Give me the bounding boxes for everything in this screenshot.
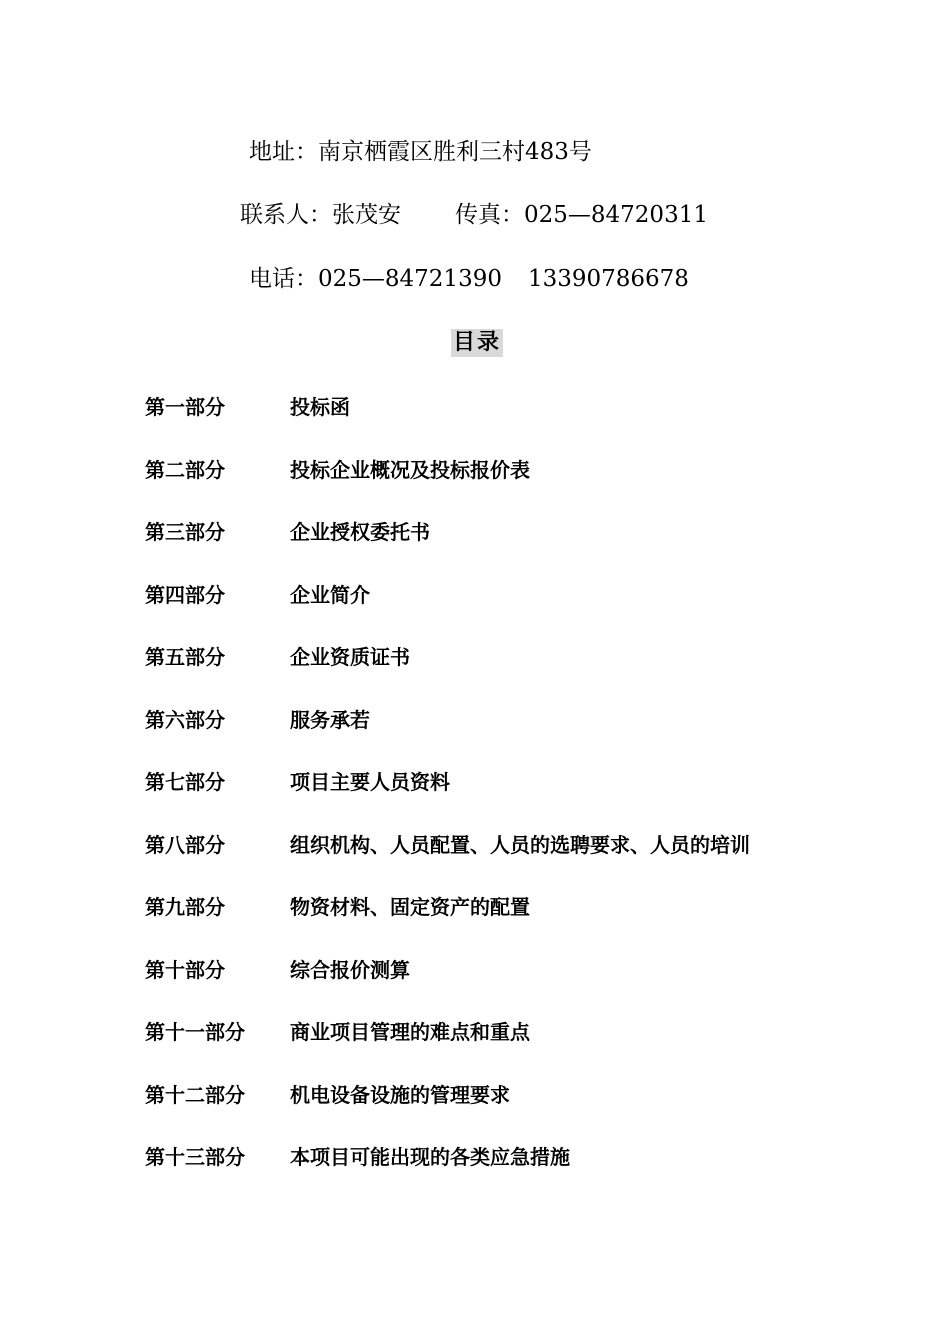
contact-person: 联系人：张茂安 <box>240 202 401 228</box>
toc-item <box>145 954 750 1017</box>
toc-item-title: 企业授权委托书 <box>290 520 430 544</box>
fax-number: 传真：025—84720311 <box>455 202 708 228</box>
toc-item <box>145 1016 750 1079</box>
toc-item <box>145 579 750 642</box>
toc-item <box>145 704 750 767</box>
toc-item <box>145 454 750 517</box>
toc-item-title: 项目主要人员资料 <box>290 770 450 794</box>
toc-item <box>145 766 750 829</box>
toc-item <box>145 829 750 892</box>
toc-item-title: 投标企业概况及投标报价表 <box>290 457 530 482</box>
toc-part-label: 第十二部分 <box>145 1082 245 1107</box>
toc-item-title: 物资材料、固定资产的配置 <box>290 895 530 919</box>
toc-part-label: 第六部分 <box>145 707 225 732</box>
mobile-number: 13390786678 <box>527 266 689 292</box>
toc-part-label: 第九部分 <box>145 895 225 919</box>
toc-item-title: 投标函 <box>290 395 350 419</box>
toc-item-title: 组织机构、人员配置、人员的选聘要求、人员的培训 <box>290 832 750 857</box>
toc-item <box>145 516 750 579</box>
toc-item-title: 机电设备设施的管理要求 <box>290 1082 510 1107</box>
toc-item-title: 本项目可能出现的各类应急措施 <box>290 1145 570 1169</box>
toc-item <box>145 1141 750 1204</box>
toc-item-title: 企业简介 <box>290 582 370 607</box>
toc-part-label: 第十一部分 <box>145 1020 245 1044</box>
toc-part-label: 第八部分 <box>145 832 225 857</box>
toc-part-label: 第一部分 <box>145 395 225 419</box>
toc-item <box>145 891 750 954</box>
toc-item <box>145 641 750 704</box>
contact-fax-line <box>240 200 708 230</box>
toc-item-title: 综合报价测算 <box>290 957 410 982</box>
toc-part-label: 第十部分 <box>145 957 225 982</box>
toc-item-title: 商业项目管理的难点和重点 <box>290 1020 530 1044</box>
phone-number: 电话：025—84721390 <box>249 266 502 292</box>
toc-part-label: 第四部分 <box>145 582 225 607</box>
toc-part-label: 第七部分 <box>145 770 225 794</box>
toc-item-title: 企业资质证书 <box>290 645 410 669</box>
address-line: 地址：南京栖霞区胜利三村483号 <box>249 139 592 165</box>
toc-part-label: 第二部分 <box>145 457 225 482</box>
toc-item <box>145 1079 750 1142</box>
toc-part-label: 第十三部分 <box>145 1145 245 1169</box>
phone-line <box>249 264 689 294</box>
toc-part-label: 第五部分 <box>145 645 225 669</box>
table-of-contents <box>145 391 750 1204</box>
toc-item <box>145 391 750 454</box>
toc-part-label: 第三部分 <box>145 520 225 544</box>
toc-item-title: 服务承若 <box>290 707 370 732</box>
toc-heading: 目录 <box>453 330 502 355</box>
